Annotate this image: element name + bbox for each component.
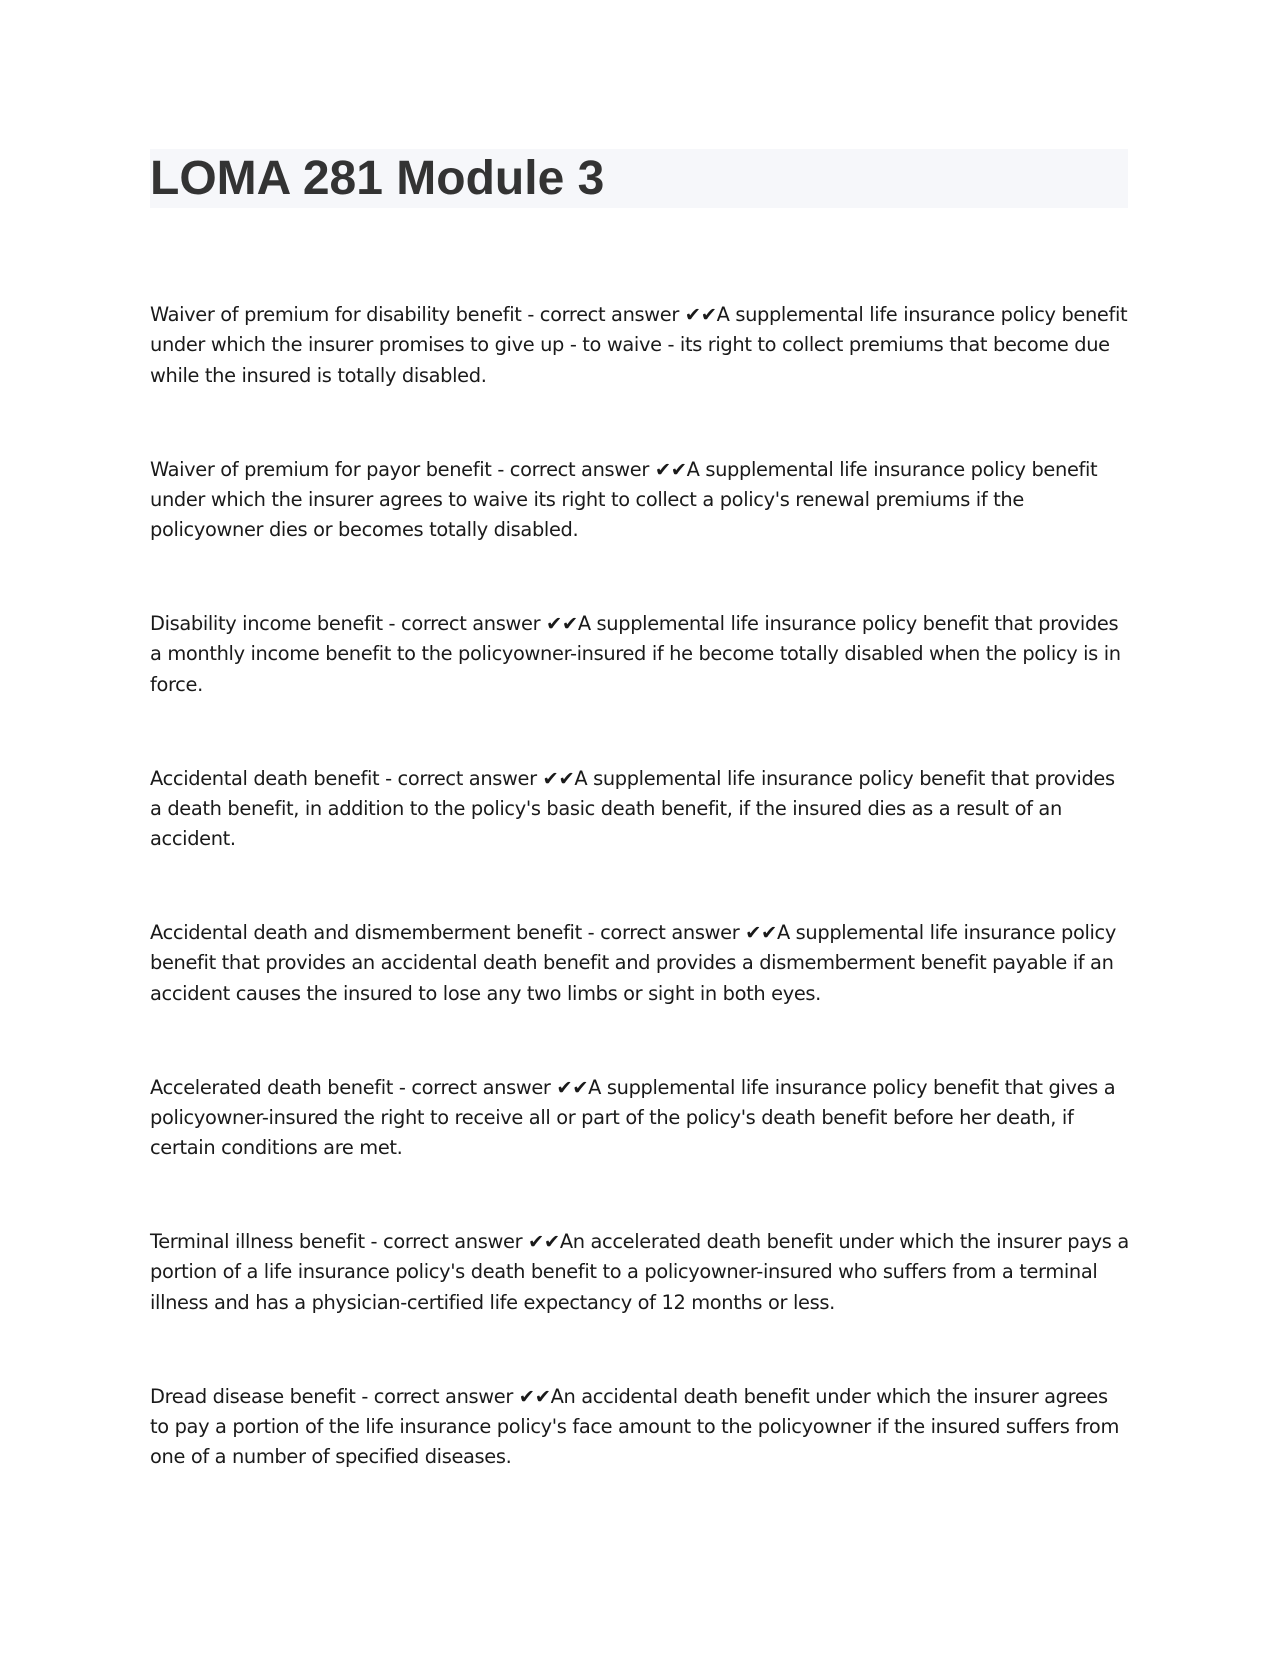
- qa-term: Waiver of premium for payor benefit: [150, 457, 492, 481]
- qa-definition: A supplemental life insurance policy benefit that gives a policyowner-insured the right to receive all or part of the policy's death benefit before her death, if certain conditions are met.: [150, 1075, 1116, 1160]
- qa-item: [150, 455, 1132, 546]
- qa-definition: A supplemental life insurance policy benefit that provides an accidental death benefit and provides a dismemberment benefit payable if an accident causes the insured to lose any two limbs or sight in both eyes.: [150, 921, 1116, 1005]
- qa-term: Accelerated death benefit: [150, 1075, 394, 1099]
- qa-term: Accidental death and dismemberment benefit: [150, 921, 582, 944]
- qa-separator: - correct answer: [491, 457, 655, 481]
- qa-item: [150, 918, 1132, 1009]
- qa-definition: A supplemental life insurance policy benefit that provides a death benefit, in addition to the policy's basic death benefit, if the insured dies as a result of an accident.: [150, 766, 1115, 851]
- qa-term: Waiver of premium for disability benefit: [150, 303, 522, 326]
- checkmark-icon: ✔✔: [684, 303, 717, 326]
- qa-item: [150, 1382, 1132, 1473]
- qa-definition: An accidental death benefit under which the insurer agrees to pay a portion of the life insurance policy's face amount to the policyowner if the insured suffers from one of a number of specified diseases.: [150, 1384, 1119, 1469]
- qa-separator: - correct answer: [364, 1230, 529, 1253]
- qa-separator: - correct answer: [393, 1075, 557, 1099]
- checkmark-icon: ✔✔: [654, 457, 687, 481]
- qa-separator: - correct answer: [382, 612, 547, 635]
- qa-term: Disability income benefit: [150, 612, 383, 635]
- qa-item: [150, 764, 1132, 855]
- page-title: LOMA 281 Module 3: [150, 152, 605, 205]
- checkmark-icon: ✔✔: [556, 1075, 589, 1099]
- qa-term: Accidental death benefit: [150, 766, 380, 790]
- checkmark-icon: ✔✔: [542, 766, 575, 790]
- qa-separator: - correct answer: [521, 303, 685, 326]
- qa-item: [150, 1073, 1132, 1164]
- qa-separator: - correct answer: [379, 766, 543, 790]
- qa-item: [150, 300, 1132, 391]
- qa-definition: A supplemental life insurance policy benefit under which the insurer promises to give up - to waive - its right to collect premiums that become due while the insured is totally disabled.: [150, 303, 1128, 387]
- qa-term: Terminal illness benefit: [150, 1230, 365, 1253]
- qa-item: [150, 1227, 1132, 1318]
- qa-definition: A supplemental life insurance policy benefit under which the insurer agrees to waive its right to collect a policy's renewal premiums if the policyowner dies or becomes totally disabled.: [150, 457, 1098, 542]
- qa-definition: An accelerated death benefit under which the insurer pays a portion of a life insurance policy's death benefit to a policyowner-insured who suffers from a terminal illness and has a physician-certified life expectancy of 12 months or less.: [150, 1230, 1129, 1314]
- checkmark-icon: ✔✔: [518, 1384, 551, 1408]
- qa-definition: A supplemental life insurance policy benefit that provides a monthly income benefit to the policyowner-insured if he become totally disabled when the policy is in force.: [150, 612, 1121, 696]
- qa-item: [150, 609, 1132, 700]
- qa-separator: - correct answer: [581, 921, 746, 944]
- checkmark-icon: ✔✔: [528, 1230, 560, 1253]
- qa-separator: - correct answer: [355, 1384, 519, 1408]
- checkmark-icon: ✔✔: [745, 921, 777, 944]
- qa-term: Dread disease benefit: [150, 1384, 356, 1408]
- qa-list: [150, 300, 1132, 1536]
- checkmark-icon: ✔✔: [546, 612, 578, 635]
